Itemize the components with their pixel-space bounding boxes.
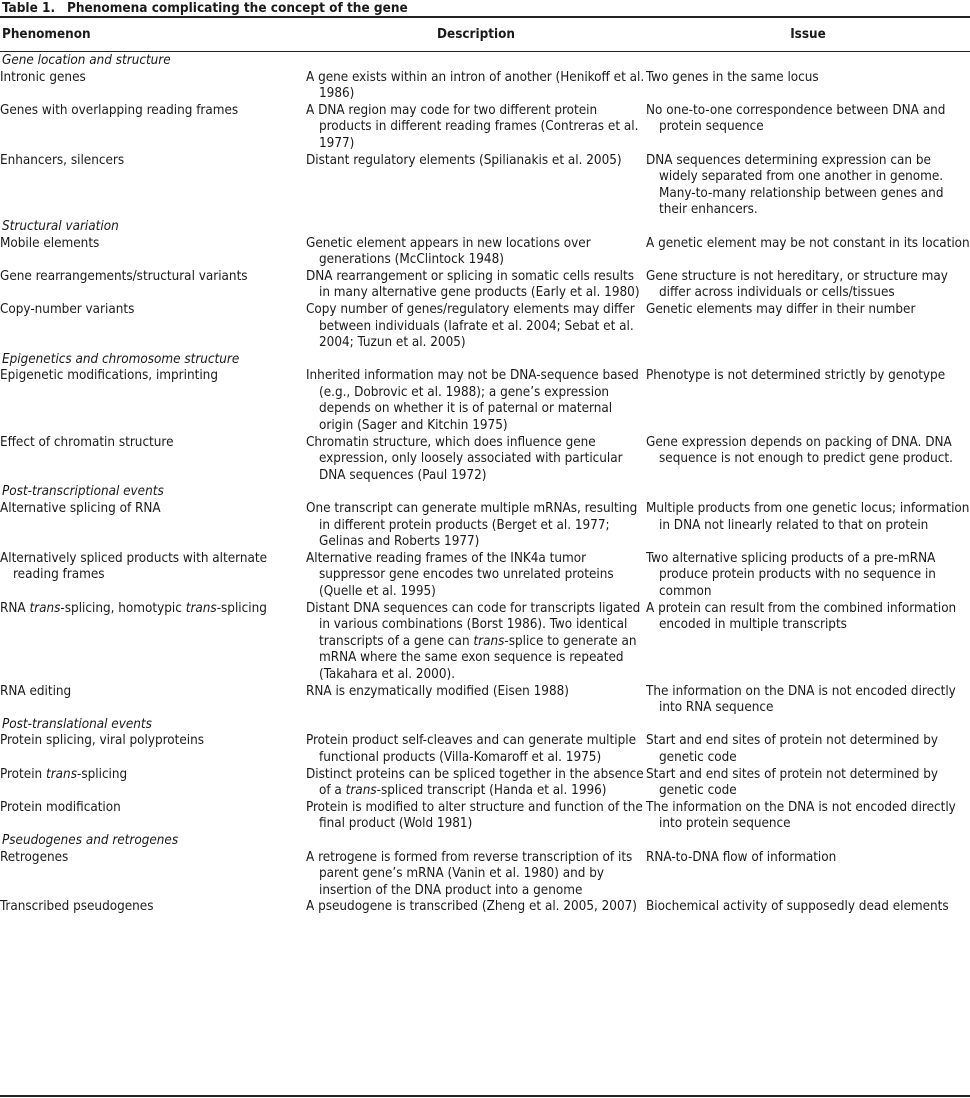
- issue-cell: Biochemical activity of supposedly dead elements: [646, 899, 949, 915]
- section-header-row: [0, 484, 970, 501]
- section-title: Structural variation: [2, 218, 119, 234]
- table-row: [0, 269, 970, 302]
- section-title: Gene location and structure: [2, 53, 171, 68]
- text-fragment: RNA: [0, 600, 30, 616]
- table-row: [0, 800, 970, 833]
- issue-cell: RNA-to-DNA flow of information: [646, 849, 837, 865]
- issue-cell: The information on the DNA is not encoded directly into protein sequence: [646, 799, 956, 832]
- italic-term: trans: [185, 600, 217, 616]
- description-cell: [306, 601, 646, 684]
- description-cell: Protein is modified to alter structure and function of the final product (Wold 1981): [306, 799, 643, 832]
- section-header-row: [0, 219, 970, 236]
- table-row: [0, 103, 970, 153]
- italic-term: trans: [29, 600, 61, 616]
- issue-cell: DNA sequences determining expression can be widely separated from one another in genome. Many-to-many relationship between genes and their enhancers.: [646, 152, 944, 218]
- text-fragment: -splicing: [216, 600, 267, 616]
- phenomenon-cell: Enhancers, silencers: [0, 152, 125, 168]
- issue-cell: Two genes in the same locus: [646, 69, 819, 85]
- table-row: [0, 551, 970, 601]
- text-fragment: -splicing: [76, 766, 128, 782]
- table-row: [0, 767, 970, 800]
- description-cell: One transcript can generate multiple mRNAs, resulting in different protein products (Berget et al. 1977; Gelinas and Roberts 1977): [306, 501, 638, 550]
- table-row: [0, 501, 970, 551]
- table-row: [0, 899, 970, 916]
- table-row: [0, 733, 970, 766]
- phenomenon-cell: Intronic genes: [0, 69, 86, 85]
- table-row: [0, 236, 970, 269]
- phenomenon-cell: Genes with overlapping reading frames: [0, 102, 239, 118]
- italic-term: trans: [46, 766, 77, 782]
- issue-cell: Gene expression depends on packing of DNA. DNA sequence is not enough to predict gene product.: [646, 434, 953, 467]
- table-caption: [2, 0, 408, 16]
- description-cell: DNA rearrangement or splicing in somatic cells results in many alternative gene products (Early et al. 1980): [306, 268, 640, 301]
- table-row: [0, 302, 970, 352]
- description-cell: Copy number of genes/regulatory elements may differ between individuals (Iafrate et al. 2004; Sebat et al. 2004; Tuzun et al. 2005): [306, 301, 635, 351]
- issue-cell: Gene structure is not hereditary, or structure may differ across individuals or cells/tissues: [646, 268, 948, 301]
- description-cell: RNA is enzymatically modified (Eisen 1988): [306, 683, 569, 699]
- description-cell: A retrogene is formed from reverse transcription of its parent gene’s mRNA (Vanin et al. 1980) and by insertion of the DNA product into a genome: [306, 849, 633, 898]
- table-row: [0, 601, 970, 684]
- table-row: [0, 70, 970, 103]
- description-cell: A DNA region may code for two different protein products in different reading frames (Contreras et al. 1977): [306, 102, 639, 151]
- section-header-row: [0, 717, 970, 734]
- phenomenon-cell: Transcribed pseudogenes: [0, 899, 154, 915]
- table-label: Table 1.: [2, 0, 56, 16]
- section-header-row: [0, 833, 970, 850]
- phenomenon-cell: [0, 767, 306, 800]
- issue-cell: Phenotype is not determined strictly by genotype: [646, 368, 946, 384]
- phenomenon-cell: Protein modification: [0, 799, 121, 815]
- issue-cell: A protein can result from the combined information encoded in multiple transcripts: [646, 600, 957, 633]
- phenomenon-cell: Effect of chromatin structure: [0, 434, 174, 450]
- description-cell: Genetic element appears in new locations over generations (McClintock 1948): [306, 235, 591, 268]
- description-cell: [306, 767, 646, 800]
- section-header-row: [0, 352, 970, 369]
- italic-term: trans: [345, 783, 377, 799]
- issue-cell: The information on the DNA is not encoded directly into RNA sequence: [646, 683, 956, 716]
- phenomenon-cell: [0, 601, 306, 684]
- section-title: Post-translational events: [2, 716, 152, 732]
- phenomenon-cell: Epigenetic modifications, imprinting: [0, 368, 218, 384]
- table-row: [0, 435, 970, 485]
- section-title: Pseudogenes and retrogenes: [2, 832, 179, 848]
- description-cell: A pseudogene is transcribed (Zheng et al. 2005, 2007): [306, 899, 637, 915]
- issue-cell: Genetic elements may differ in their number: [646, 301, 916, 317]
- column-header-description: Description: [437, 27, 515, 42]
- description-cell: A gene exists within an intron of another (Henikoff et al. 1986): [306, 69, 645, 102]
- text-fragment: -splice to generate an mRNA where the same exon sequence is repeated (Takahara et al. 2000).: [319, 633, 637, 682]
- table-title: Phenomena complicating the concept of the gene: [66, 0, 408, 16]
- text-fragment: -splicing, homotypic: [60, 600, 186, 616]
- phenomenon-cell: Alternative splicing of RNA: [0, 501, 161, 517]
- table-row: [0, 684, 970, 717]
- phenomena-table: [0, 27, 970, 916]
- text-fragment: Distinct proteins can be spliced together in the absence of a: [306, 766, 644, 799]
- text-fragment: Distant DNA sequences can code for transcripts ligated in various combinations (Borst 1986). Two identical transcripts of a gene can: [306, 600, 641, 649]
- bottom-rule: [0, 1095, 970, 1097]
- section-header-row: [0, 53, 970, 70]
- table-row: [0, 368, 970, 434]
- description-cell: Protein product self-cleaves and can generate multiple functional products (Villa-Komaroff et al. 1975): [306, 733, 636, 765]
- issue-cell: Two alternative splicing products of a pre-mRNA produce protein products with no sequence in common: [646, 550, 936, 599]
- text-fragment: Protein: [0, 766, 46, 782]
- phenomenon-cell: Gene rearrangements/structural variants: [0, 268, 248, 284]
- phenomenon-cell: Alternatively spliced products with alternate reading frames: [0, 550, 268, 583]
- description-cell: Inherited information may not be DNA-sequence based (e.g., Dobrovic et al. 1988); a gene’s expression depends on whether it is of paternal or maternal origin (Sager and Kitchin 1975): [306, 368, 639, 434]
- issue-cell: Start and end sites of protein not determined by genetic code: [646, 733, 939, 765]
- table-row: [0, 850, 970, 900]
- issue-cell: Start and end sites of protein not determined by genetic code: [646, 766, 939, 799]
- phenomenon-cell: RNA editing: [0, 683, 72, 699]
- description-cell: Alternative reading frames of the INK4a tumor suppressor gene encodes two unrelated proteins (Quelle et al. 1995): [306, 550, 614, 599]
- issue-cell: A genetic element may be not constant in its location: [646, 235, 970, 251]
- table-row: [0, 153, 970, 219]
- italic-term: trans: [473, 633, 505, 649]
- issue-cell: Multiple products from one genetic locus; information in DNA not linearly related to that on protein: [646, 501, 970, 533]
- table-body: [0, 53, 970, 916]
- phenomenon-cell: Retrogenes: [0, 849, 69, 865]
- section-title: Epigenetics and chromosome structure: [2, 351, 240, 367]
- phenomenon-cell: Copy-number variants: [0, 301, 135, 317]
- section-title: Post-transcriptional events: [2, 484, 164, 500]
- top-rule: [0, 16, 970, 18]
- description-cell: Chromatin structure, which does influence gene expression, only loosely associated with particular DNA sequences (Paul 1972): [306, 434, 623, 483]
- issue-cell: No one-to-one correspondence between DNA and protein sequence: [646, 102, 946, 135]
- header-row: [0, 27, 970, 53]
- phenomenon-cell: Protein splicing, viral polyproteins: [0, 733, 205, 749]
- column-header-phenomenon: Phenomenon: [2, 27, 91, 42]
- column-header-issue: Issue: [790, 27, 826, 42]
- phenomenon-cell: Mobile elements: [0, 235, 100, 251]
- text-fragment: -spliced transcript (Handa et al. 1996): [376, 783, 607, 799]
- description-cell: Distant regulatory elements (Spilianakis et al. 2005): [306, 152, 622, 168]
